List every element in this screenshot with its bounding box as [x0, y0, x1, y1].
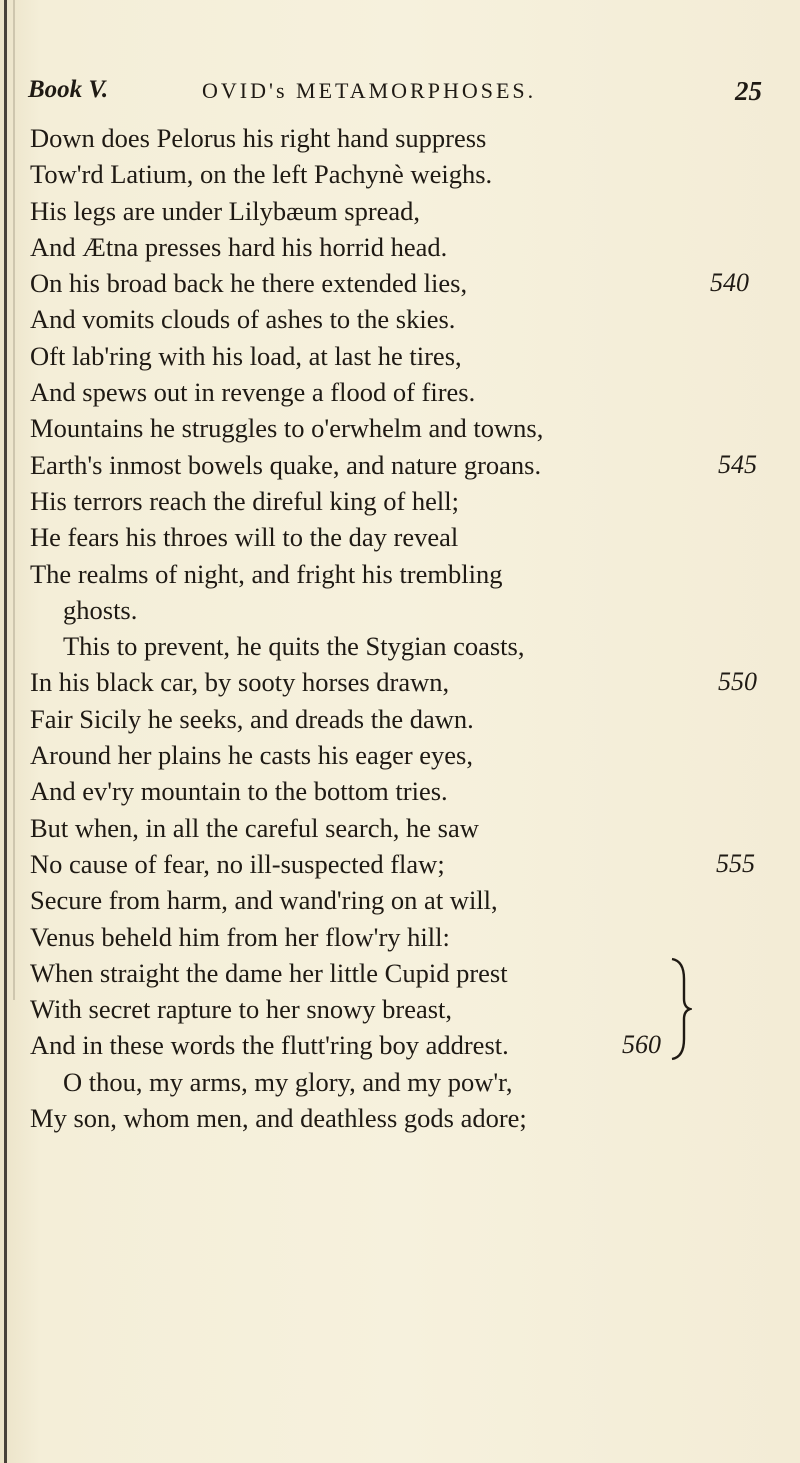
- line-number: 560: [622, 1030, 661, 1060]
- verse-line: The realms of night, and fright his trembling: [30, 558, 503, 589]
- binding-shadow: [13, 0, 15, 1000]
- work-title: OVID's METAMORPHOSES.: [202, 78, 537, 103]
- verse-line: He fears his throes will to the day reveal: [30, 522, 459, 553]
- verse-line: And in these words the flutt'ring boy addrest. 560: [30, 1027, 780, 1063]
- verse-line: His legs are under Lilybæum spread,: [30, 195, 421, 226]
- verse-line: Oft lab'ring with his load, at last he tires,: [30, 340, 462, 371]
- verse-line: My son, whom men, and deathless gods adore;: [30, 1103, 527, 1134]
- verse-line: When straight the dame her little Cupid prest: [30, 955, 780, 991]
- verse-line: Earth's inmost bowels quake, and nature groans. 545: [30, 447, 780, 483]
- verse-line: O thou, my arms, my glory, and my pow'r,: [63, 1066, 513, 1097]
- verse-line: Mountains he struggles to o'erwhelm and towns,: [30, 413, 544, 444]
- line-number: 540: [710, 268, 749, 298]
- verse-line: Fair Sicily he seeks, and dreads the dawn.: [30, 703, 474, 734]
- verse-line: And ev'ry mountain to the bottom tries.: [30, 776, 448, 807]
- verse-line: With secret rapture to her snowy breast,: [30, 994, 453, 1025]
- verse-line: In his black car, by sooty horses drawn, 550: [30, 664, 780, 700]
- verse-line: Down does Pelorus his right hand suppress: [30, 123, 487, 153]
- line-number: 545: [718, 449, 757, 479]
- verse-line: Around her plains he casts his eager eyes,: [30, 740, 473, 771]
- verse-line: His terrors reach the direful king of hell;: [30, 485, 460, 516]
- verse-line: No cause of fear, no ill-suspected flaw; 555: [30, 846, 780, 882]
- verse-line: But when, in all the careful search, he saw: [30, 812, 479, 843]
- page-number: 25: [735, 76, 762, 106]
- line-number: 550: [718, 667, 757, 697]
- verse-line: On his broad back he there extended lies, 540: [30, 265, 780, 301]
- verse-line: And spews out in revenge a flood of fires.: [30, 377, 476, 408]
- verse-line: This to prevent, he quits the Stygian coasts,: [63, 631, 525, 662]
- line-number: 555: [716, 848, 755, 878]
- running-head: [28, 76, 770, 110]
- verse-line: Secure from harm, and wand'ring on at will,: [30, 885, 498, 916]
- verse-line: Tow'rd Latium, on the left Pachynè weighs.: [30, 159, 493, 190]
- verse-line: And Ætna presses hard his horrid head.: [30, 231, 448, 262]
- binding-edge: [4, 0, 7, 1463]
- verse-line-continuation: ghosts.: [63, 594, 138, 625]
- poem-text: [30, 120, 780, 1136]
- book-label: Book V.: [28, 76, 109, 103]
- verse-line: And vomits clouds of ashes to the skies.: [30, 304, 456, 335]
- verse-line: Venus beheld him from her flow'ry hill:: [30, 921, 450, 952]
